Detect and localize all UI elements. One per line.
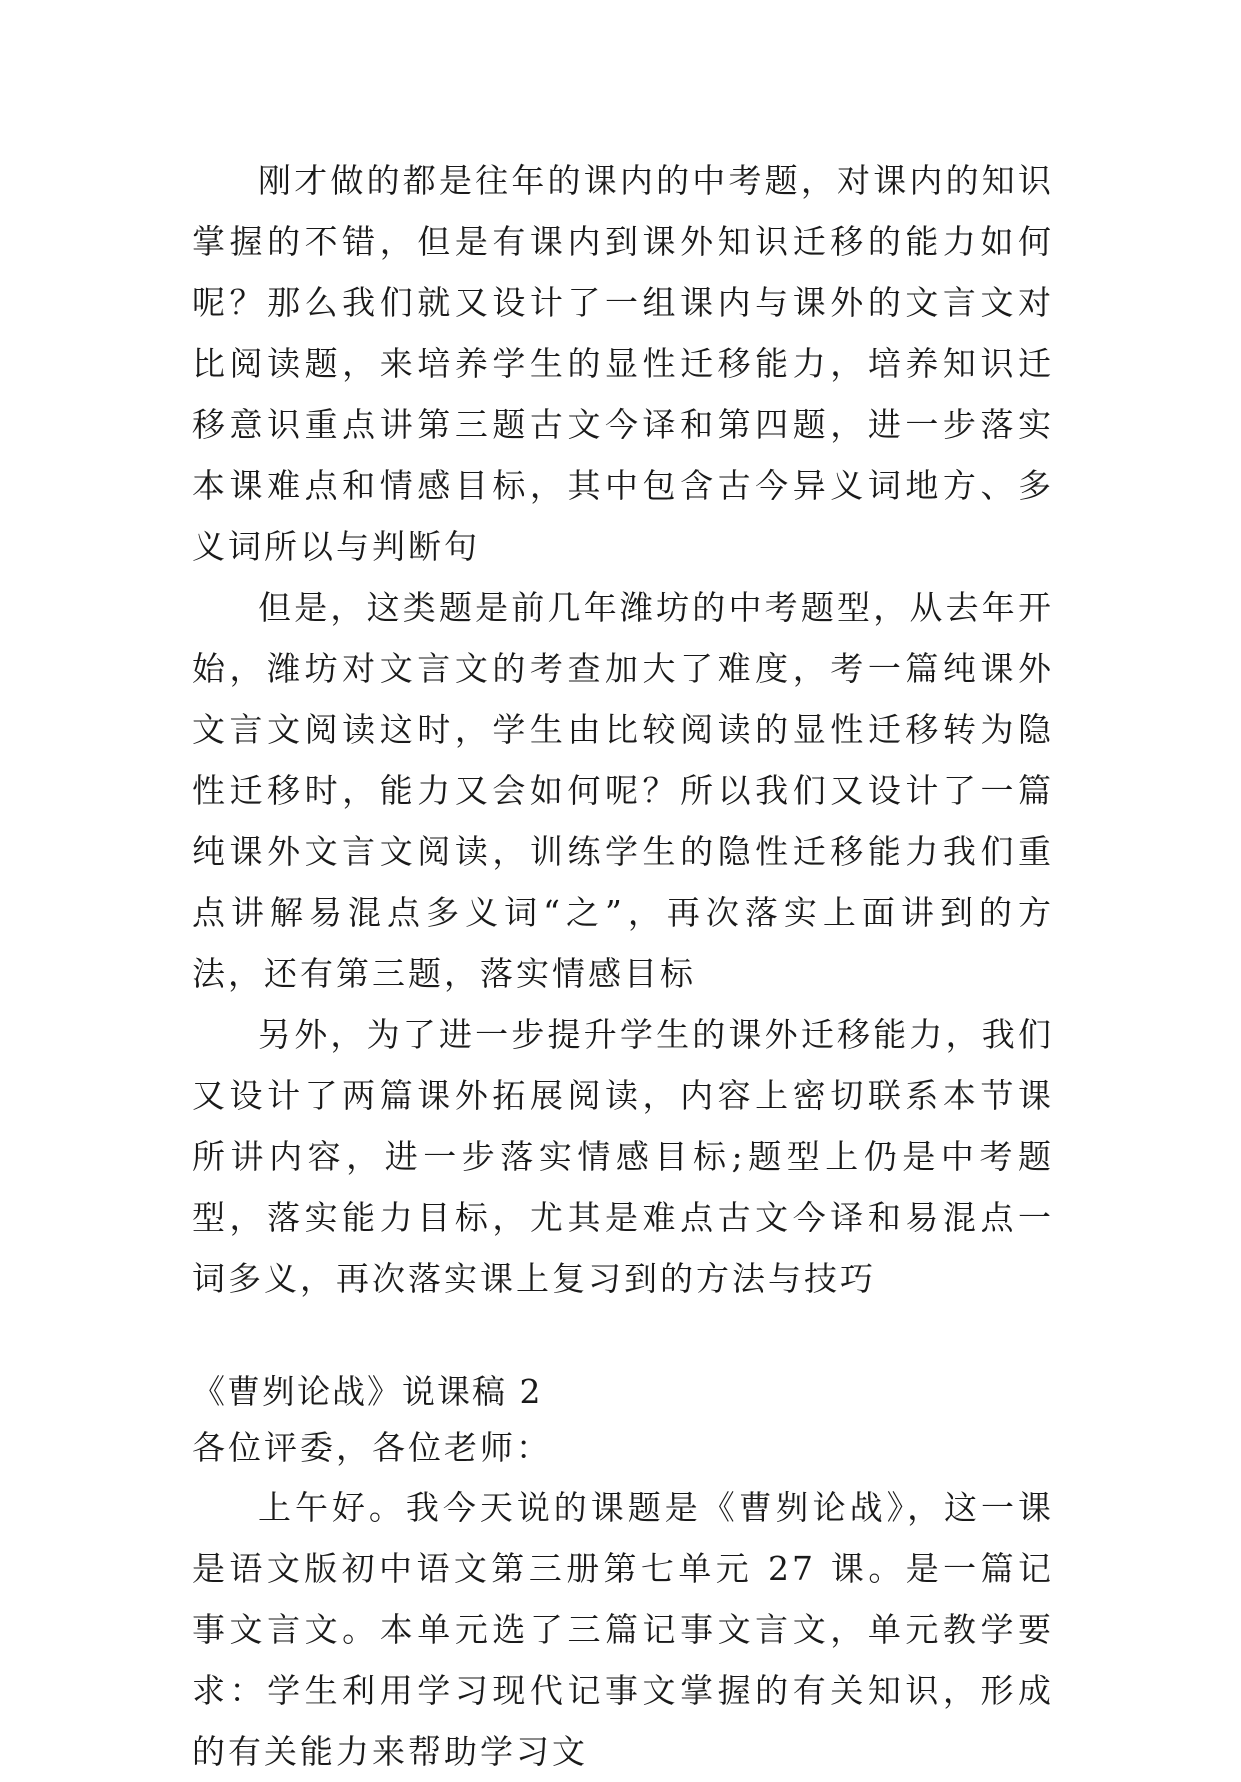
salutation: 各位评委，各位老师： <box>192 1428 552 1467</box>
section-spacer <box>192 1309 1054 1364</box>
body-paragraph-4: 上午好。我今天说的课题是《曹刿论战》，这一课是语文版初中语文第三册第七单元 27 课。是一篇记事文言文。本单元选了三篇记事文言文，单元教学要求：学生利用学习现代记事文掌握的有关知识，形成的有关能力来帮助学习文 <box>192 1488 1054 1771</box>
section-title: 《曹刿论战》说课稿 2 <box>192 1372 543 1411</box>
document-page <box>192 150 1054 1782</box>
body-paragraph-2: 但是，这类题是前几年潍坊的中考题型，从去年开始，潍坊对文言文的考查加大了难度，考一篇纯课外文言文阅读这时，学生由比较阅读的显性迁移转为隐性迁移时，能力又会如何呢？所以我们又设计了一篇纯课外文言文阅读，训练学生的隐性迁移能力我们重点讲解易混点多义词“之”，再次落实上面讲到的方法，还有第三题，落实情感目标 <box>192 588 1054 993</box>
body-paragraph-1: 刚才做的都是往年的课内的中考题，对课内的知识掌握的不错，但是有课内到课外知识迁移的能力如何呢？那么我们就又设计了一组课内与课外的文言文对比阅读题，来培养学生的显性迁移能力，培养知识迁移意识重点讲第三题古文今译和第四题，进一步落实本课难点和情感目标，其中包含古今异义词地方、多义词所以与判断句 <box>192 161 1054 566</box>
body-paragraph-3: 另外，为了进一步提升学生的课外迁移能力，我们又设计了两篇课外拓展阅读，内容上密切联系本节课所讲内容，进一步落实情感目标;题型上仍是中考题型，落实能力目标，尤其是难点古文今译和易混点一词多义，再次落实课上复习到的方法与技巧 <box>192 1015 1054 1298</box>
